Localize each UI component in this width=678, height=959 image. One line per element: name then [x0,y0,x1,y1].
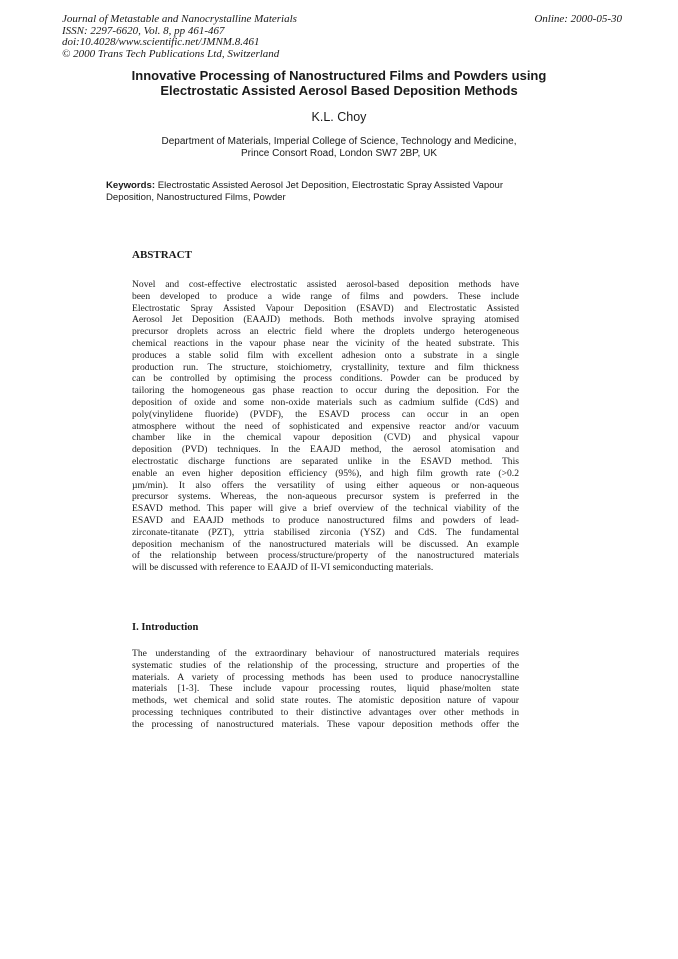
abstract-line: produces a stable solid film with excellent adhesion onto a substrate in a single [132,349,519,361]
introduction-line: the processing of nanostructured materials. These vapour deposition methods offer the [132,718,519,730]
journal-copyright: © 2000 Trans Tech Publications Ltd, Switzerland [62,47,280,60]
abstract-line: production run. The structure, stoichiometry, crystallinity, texture and film thickness [132,361,519,373]
affiliation [0,136,678,160]
abstract-line: will be discussed with reference to EAAJD of II-VI semiconducting materials. [132,562,434,574]
keywords-line: Deposition, Nanostructured Films, Powder [106,192,286,203]
abstract-heading: ABSTRACT [132,249,192,261]
abstract-line: Electrostatic Spray Assisted Vapour Deposition (ESAVD) and Electrostatic Assisted [132,302,519,314]
abstract-line: been developed to produce a wide range of films and powders. These include [132,290,519,302]
title-line: Innovative Processing of Nanostructured Films and Powders using [131,68,547,83]
abstract-line: deposition (PVD) techniques. In the EAAJD method, the aerosol atomisation and [132,444,519,456]
abstract-line: enable an even higher deposition efficiency (95%), and high film growth rate (>0.2 [132,467,519,479]
introduction-heading: I. Introduction [132,622,199,633]
journal-name: Journal of Metastable and Nanocrystalline Materials [62,13,297,25]
affiliation-line: Prince Consort Road, London SW7 2BP, UK [240,148,438,159]
abstract-line: deposition of oxide and some non-oxide materials such as cadmium sulfide (CdS) and [132,396,519,408]
abstract-line: ESAVD method. This paper will give a brief overview of the technical viability of the [132,503,519,515]
abstract-line: electrostatic discharge functions are separated unlike in the ESAVD method. This [132,455,519,467]
abstract-line: poly(vinylidene fluoride) (PVDF), the ESAVD process can occur in an open [132,408,519,420]
author-name: K.L. Choy [311,110,367,124]
abstract-line: zirconate-titanate (PZT), yttria stabilised zirconia (YSZ) and CdS. The fundamental [132,526,519,538]
abstract-line: can be controlled by optimising the process conditions. Powder can be produced by [132,373,519,385]
keywords [106,180,546,204]
abstract-line: deposition mechanism of the nanostructured materials will be discussed. An example [132,538,519,550]
abstract-line: chemical reactions in the vapour phase near the vicinity of the heated substrate. This [132,337,519,349]
abstract-line: tailoring the homogeneous gas phase reaction to occur during the deposition. For the [132,385,519,397]
paper-title [0,68,678,98]
online-date: Online: 2000-05-30 [534,13,622,25]
introduction-line: materials [1-3]. These include vapour processing routes, liquid phase/molten state [132,683,519,695]
abstract-line: Aerosol Jet Deposition (EAAJD) methods. Both methods involve spraying atomised [132,314,519,326]
abstract-line: precursor droplets across an electric field where the droplets undergo heterogeneous [132,326,519,338]
introduction-line: The understanding of the extraordinary behaviour of nanostructured materials requires [132,648,519,659]
introduction-line: systematic studies of the relationship of the processing, structure and properties of the [132,659,519,671]
abstract-line: of the relationship between process/structure/property of the nanostructured materials [132,550,519,562]
abstract-line: µm/min). It also offers the versatility of using either aqueous or non-aqueous [132,479,519,491]
abstract-line: Novel and cost-effective electrostatic assisted aerosol-based deposition methods have [132,279,519,290]
abstract-line: chamber like in the chemical vapour deposition (CVD) and physical vapour [132,432,519,444]
introduction-line: processing techniques contributed to their distinctive advantages over other methods in [132,706,519,718]
journal-doi: doi:10.4028/www.scientific.net/JMNM.8.461 [62,36,260,48]
keywords-line: Electrostatic Assisted Aerosol Jet Deposition, Electrostatic Spray Assisted Vapour [157,180,504,191]
abstract-line: atmosphere without the need of sophisticated and expensive reactor and/or vacuum [132,420,519,432]
affiliation-line: Department of Materials, Imperial College of Science, Technology and Medicine, [161,136,517,147]
journal-info [62,14,297,60]
journal-issn: ISSN: 2297-6620, Vol. 8, pp 461-467 [62,24,225,37]
title-line: Electrostatic Assisted Aerosol Based Deposition Methods [160,83,518,98]
introduction-line: methods, wet chemical and solid state routes. The atomistic deposition nature of vapour [132,695,519,707]
keywords-label: Keywords: [106,180,156,191]
abstract-line: ESAVD and EAAJD methods to produce nanostructured films and powders of lead- [132,514,519,526]
introduction-line: materials. A variety of processing methods has been used to produce nanocrystalline [132,671,519,683]
introduction-body [132,648,519,731]
abstract-line: precursor systems. Whereas, the non-aqueous precursor system is preferred in the [132,491,519,503]
abstract-body [132,279,519,574]
